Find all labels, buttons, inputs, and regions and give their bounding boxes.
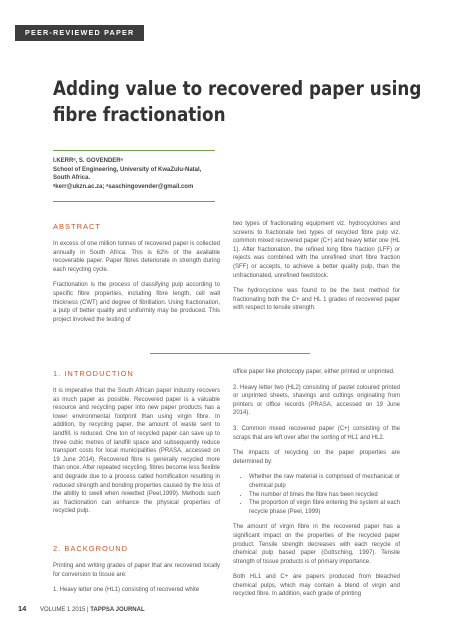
- background-paragraph: Printing and writing grades of paper that are recovered locally for conversion to tissue are:: [53, 563, 220, 578]
- footer-separator: |: [87, 607, 89, 613]
- bullet-item: • The number of times the fibre has been recycled: [249, 491, 400, 500]
- article-title: [53, 76, 422, 128]
- bullet-item: • The proportion of virgin fibre entering the system at each recycle phase (Peel, 1999): [249, 499, 400, 516]
- title-line-1: Adding value to recovered paper using: [53, 77, 422, 100]
- body-paragraph: Both HL1 and C+ are papers produced from bleached chemical pulps, which may contain a blend of virgin and recycled fibre. In addition, each grade of printing: [233, 574, 400, 598]
- page-number: 14: [18, 604, 27, 613]
- body-paragraph: The impacts of recycling on the paper properties are determined by:: [233, 450, 400, 465]
- body-paragraph: The amount of virgin fibre in the recovered paper has a significant impact on the properties of the recycled paper product. Tensile strength decreases with each recycle of chemical pulp based paper (Gottsching, 1997). Tensile strength of tissue products is of primary importance.: [233, 524, 400, 565]
- author-affiliation-1: School of Engineering, University of KwaZulu-Natal,: [53, 166, 202, 173]
- impact-bullet-list: [233, 473, 400, 516]
- abstract-paragraph: The hydrocyclone was found to be the best method for fractionating both the C+ and HL 1 grades of recovered paper with respect to tensile strength.: [233, 288, 400, 312]
- body-paragraph: 2. Heavy letter two (HL2) consisting of pastel coloured printed or unprinted sheets, shavings and cuttings originating from printers or office records (PRASA, accessed on 19 June 2014).: [233, 384, 400, 417]
- abstract-paragraph: In excess of one million tonnes of recovered paper is collected annually in South Africa. This is 62% of the available recoverable paper. Paper fibres deteriorate in strength during each recycling cycle.: [53, 241, 220, 273]
- right-body-column: [233, 368, 400, 606]
- title-line-2: fibre fractionation: [53, 103, 226, 126]
- section-tag: PEER-REVIEWED PAPER: [15, 25, 144, 41]
- background-heading: 2. BACKGROUND: [53, 544, 129, 553]
- author-affiliation-2: South Africa.: [53, 175, 91, 182]
- author-block: [53, 157, 233, 191]
- introduction-column: [53, 387, 220, 523]
- abstract-left-column: [53, 240, 220, 331]
- background-paragraph: 1. Heavy letter one (HL1) consisting of recovered white: [53, 587, 200, 594]
- introduction-paragraph: It is imperative that the South African paper industry recovers as much paper as possible. Recovered paper is a valuable resource and recycling paper into new paper products has a lower environmental footprint than using virgin fibre. In addition, by recycling paper, the amount of waste sent to landfill, is reduced. One ton of recycled paper can save up to three cubic metres of landfill space and subsequently reduce transport costs for local municipalities (PRASA, accessed on 19 June 2014). Recovered fibre is generally recycled more than once. After repeated recycling, fibres become less flexible and degrade due to a process called hornification resulting in reduced strength and bonding properties caused by the loss of the ability to swell when rewetted (Peel,1999). Methods such as fractionation can enhance the physical properties of recycled pulp.: [53, 388, 220, 515]
- abstract-right-column: [233, 220, 400, 320]
- author-divider: [53, 201, 215, 202]
- journal-name: TAPPSA JOURNAL: [90, 607, 145, 613]
- abstract-heading: ABSTRACT: [53, 222, 102, 231]
- body-paragraph: office paper like photocopy paper, either printed or unprinted.: [233, 369, 395, 375]
- bullet-item: • Whether the raw material is comprised of mechanical or chemical pulp: [249, 473, 400, 490]
- background-column: [53, 562, 220, 602]
- page-footer: [18, 604, 145, 613]
- introduction-heading: 1. INTRODUCTION: [53, 369, 134, 378]
- author-emails: ᵃkerr@ukzn.ac.za; ᵃsaschingovender@gmail.com: [53, 183, 194, 190]
- volume-label: VOLUME 1 2015: [40, 607, 86, 613]
- title-divider: [53, 150, 215, 151]
- abstract-paragraph: Fractionation is the process of classifying pulp according to specific fibre properties, including fibre length, cell wall thickness (CWT) and degree of fibrillation. Using fractionation, a pulp of better quality and uniformity may be produced. This project involved the testing of: [53, 282, 220, 323]
- author-names: I.KERRᵃ, S. GOVENDERᵃ: [53, 158, 123, 164]
- body-paragraph: 3. Common mixed recovered paper (C+) consisting of the scraps that are left over after the sorting of HL1 and HL2.: [233, 425, 400, 441]
- section-divider: [150, 353, 310, 354]
- abstract-paragraph: two types of fractionating equipment viz. hydrocyclones and screens to fractionate two types of recycled fibre pulp viz. common mixed recovered paper (C+) and heavy letter one (HL 1). After fractionation, the refined long fibre fraction (LFF) or rejects was combined with the unrefined short fibre fraction (SFF) or accepts, to achieve a better quality pulp, than the unfractionated, unrefined feedstock.: [233, 221, 400, 279]
